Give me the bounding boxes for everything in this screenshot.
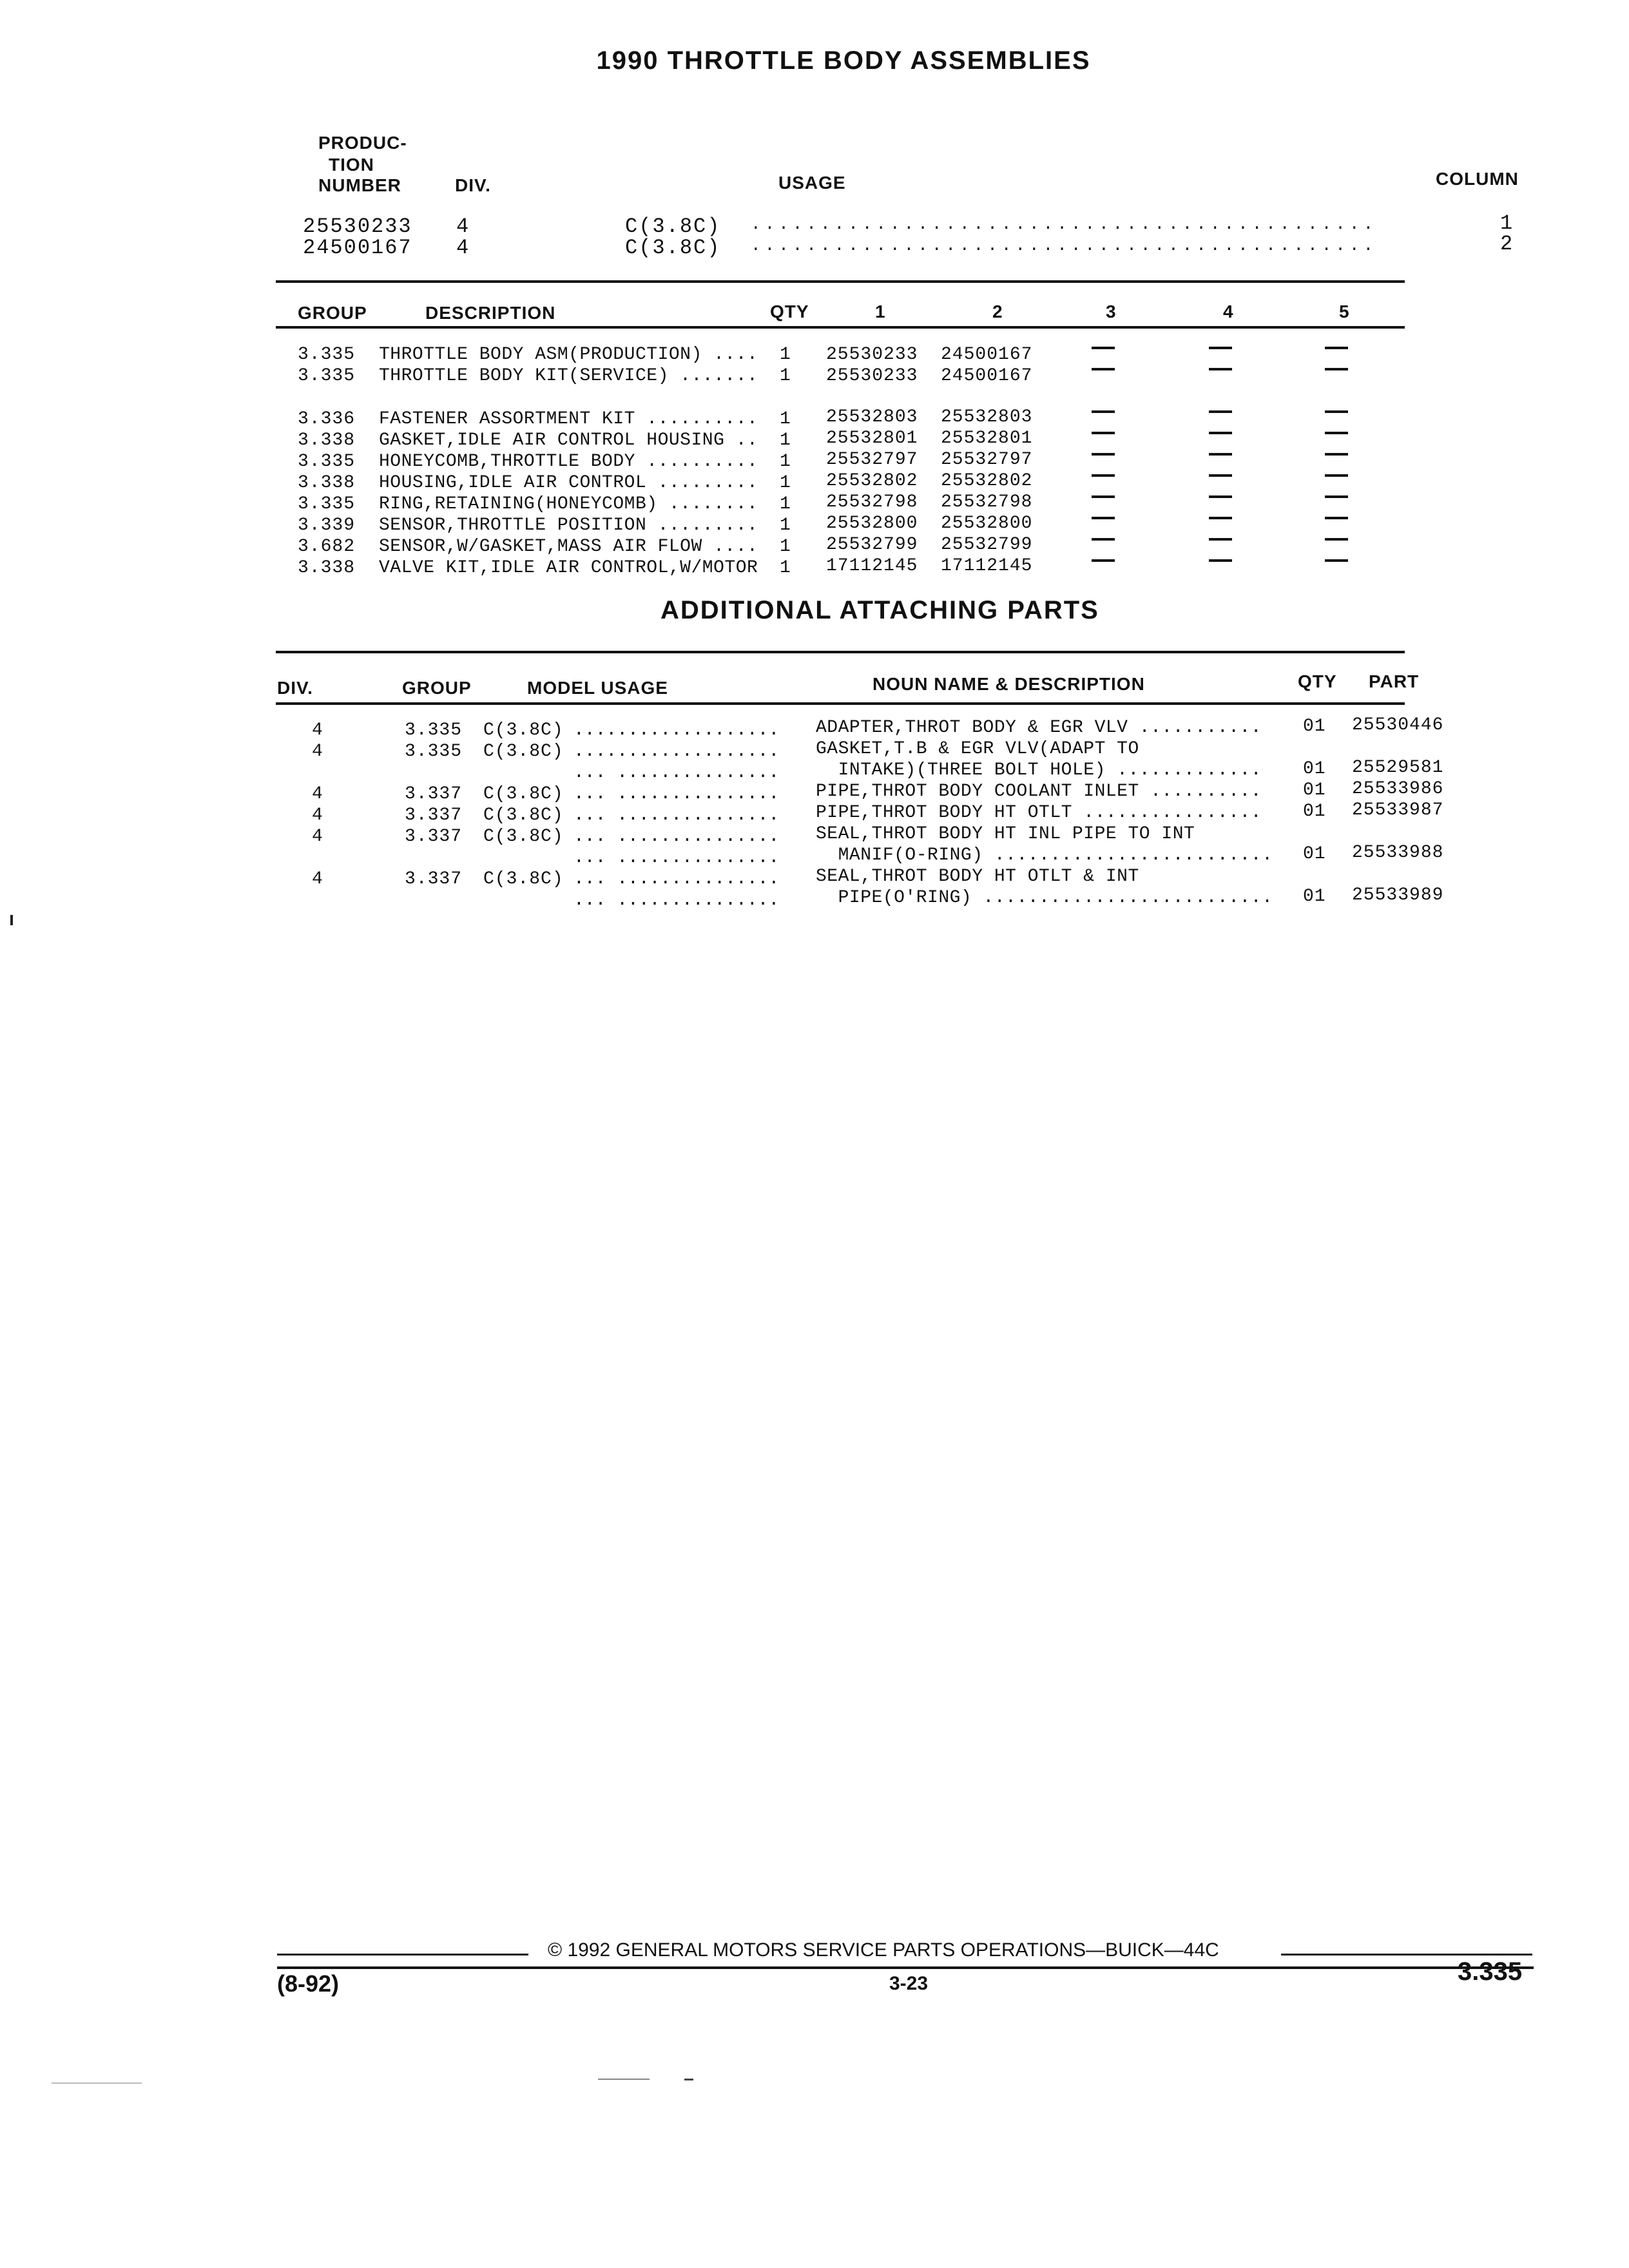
footer-left-rule xyxy=(277,1954,528,1956)
part-group: 3.339 xyxy=(298,515,356,535)
part-qty: 1 xyxy=(780,345,791,365)
empty-dash xyxy=(1209,495,1232,498)
add-noun-description: PIPE,THROT BODY HT OTLT ................ xyxy=(816,803,1262,823)
part-qty: 1 xyxy=(780,366,791,386)
part-col2: 25532803 xyxy=(941,407,1033,427)
part-description: THROTTLE BODY ASM(PRODUCTION) .... xyxy=(379,345,758,365)
empty-dash xyxy=(1325,517,1348,519)
add-part-number: 25533989 xyxy=(1352,885,1444,905)
add-div: 4 xyxy=(312,805,323,825)
footer-page-number: 3-23 xyxy=(889,1973,929,1994)
add-qty: 01 xyxy=(1303,844,1326,864)
part-group: 3.338 xyxy=(298,430,356,450)
part-group: 3.335 xyxy=(298,494,356,514)
empty-dash xyxy=(1209,410,1232,413)
empty-dash xyxy=(1092,495,1115,498)
part-description: RING,RETAINING(HONEYCOMB) ........ xyxy=(379,494,758,514)
empty-dash xyxy=(1325,453,1348,456)
part-description: SENSOR,W/GASKET,MASS AIR FLOW .... xyxy=(379,537,758,557)
add-model-usage: C(3.8C) xyxy=(483,869,564,889)
part-col2: 17112145 xyxy=(941,556,1033,576)
empty-dash xyxy=(1209,538,1232,541)
additional-header-part: PART xyxy=(1369,671,1420,691)
part-group: 3.335 xyxy=(298,452,356,472)
add-group: 3.335 xyxy=(405,742,463,762)
add-qty: 01 xyxy=(1303,716,1326,736)
empty-dash xyxy=(1209,559,1232,562)
part-col2: 24500167 xyxy=(941,366,1033,386)
add-noun-description: INTAKE)(THREE BOLT HOLE) ............. xyxy=(816,760,1262,780)
production-usage: C(3.8C) xyxy=(625,215,721,238)
part-col1: 25532799 xyxy=(826,535,918,555)
add-noun-description: PIPE(O'RING) .......................... xyxy=(816,888,1273,908)
add-qty: 01 xyxy=(1303,887,1326,907)
production-div: 4 xyxy=(456,236,470,260)
part-col2: 25532802 xyxy=(941,471,1033,491)
add-div: 4 xyxy=(312,742,323,762)
empty-dash xyxy=(1092,517,1115,519)
part-col1: 25532803 xyxy=(826,407,918,427)
add-div: 4 xyxy=(312,827,323,847)
empty-dash xyxy=(1209,474,1232,477)
empty-dash xyxy=(1209,347,1232,349)
production-leader-dots: ............................................. xyxy=(751,236,1378,255)
empty-dash xyxy=(1325,410,1348,413)
empty-dash xyxy=(1092,347,1115,349)
additional-header-noun: NOUN NAME & DESCRIPTION xyxy=(872,674,1145,694)
add-group: 3.335 xyxy=(405,720,463,740)
add-noun-description: ADAPTER,THROT BODY & EGR VLV ........... xyxy=(816,718,1262,738)
parts-header-description: DESCRIPTION xyxy=(425,303,556,323)
add-leader-dots: ... ............... xyxy=(574,890,780,910)
part-group: 3.335 xyxy=(298,345,356,365)
production-header-usage: USAGE xyxy=(778,173,846,193)
footer-copyright: © 1992 GENERAL MOTORS SERVICE PARTS OPERATIONS—BUICK—44C xyxy=(548,1939,1219,1961)
part-col2: 25532797 xyxy=(941,450,1033,470)
add-leader-dots: ... ............... xyxy=(574,869,780,889)
add-noun-description: PIPE,THROT BODY COOLANT INLET .......... xyxy=(816,782,1262,802)
add-group: 3.337 xyxy=(405,869,463,889)
add-model-usage: C(3.8C) xyxy=(483,784,564,804)
part-col2: 25532801 xyxy=(941,428,1033,448)
additional-header-div: DIV. xyxy=(277,678,313,698)
empty-dash xyxy=(1325,347,1348,349)
part-col1: 25532797 xyxy=(826,450,918,470)
part-description: FASTENER ASSORTMENT KIT .......... xyxy=(379,409,758,429)
parts-header-col2: 2 xyxy=(992,302,1003,322)
scan-speck xyxy=(684,2079,693,2081)
add-leader-dots: ... ............... xyxy=(574,848,780,868)
part-col1: 25530233 xyxy=(826,366,918,386)
part-qty: 1 xyxy=(780,515,791,535)
part-qty: 1 xyxy=(780,409,791,429)
production-header-line2: TION xyxy=(329,155,374,175)
production-header-line1: PRODUC- xyxy=(318,133,407,153)
footer-rule xyxy=(277,1966,1534,1969)
add-group: 3.337 xyxy=(405,805,463,825)
add-qty: 01 xyxy=(1303,759,1326,779)
parts-table-top-rule xyxy=(276,280,1405,283)
part-qty: 1 xyxy=(780,473,791,493)
add-leader-dots: ... ............... xyxy=(574,763,780,783)
empty-dash xyxy=(1325,368,1348,370)
part-description: THROTTLE BODY KIT(SERVICE) ....... xyxy=(379,366,758,386)
add-qty: 01 xyxy=(1303,780,1326,800)
production-usage: C(3.8C) xyxy=(625,236,721,260)
add-part-number: 25530446 xyxy=(1352,715,1444,735)
empty-dash xyxy=(1092,474,1115,477)
part-col1: 25532800 xyxy=(826,514,918,533)
footer-section-number: 3.335 xyxy=(1458,1957,1523,1986)
add-model-usage: C(3.8C) xyxy=(483,805,564,825)
part-col1: 17112145 xyxy=(826,556,918,576)
part-group: 3.682 xyxy=(298,537,356,557)
add-noun-description: MANIF(O-RING) ......................... xyxy=(816,845,1273,865)
add-leader-dots: ................... xyxy=(574,720,780,740)
additional-parts-title: ADDITIONAL ATTACHING PARTS xyxy=(660,596,1099,624)
production-number: 25530233 xyxy=(303,215,412,238)
parts-header-col3: 3 xyxy=(1106,302,1117,322)
part-group: 3.335 xyxy=(298,366,356,386)
part-qty: 1 xyxy=(780,452,791,472)
additional-header-group: GROUP xyxy=(402,678,472,698)
part-qty: 1 xyxy=(780,494,791,514)
add-part-number: 25533988 xyxy=(1352,843,1444,863)
production-div: 4 xyxy=(456,215,470,238)
parts-table-header-rule xyxy=(276,326,1405,329)
production-leader-dots: ............................................. xyxy=(751,215,1378,234)
parts-header-qty: QTY xyxy=(770,302,809,322)
empty-dash xyxy=(1209,432,1232,434)
part-col2: 24500167 xyxy=(941,345,1033,365)
footer-date: (8-92) xyxy=(277,1970,340,1997)
part-col2: 25532798 xyxy=(941,492,1033,512)
add-qty: 01 xyxy=(1303,802,1326,822)
production-number: 24500167 xyxy=(303,236,412,260)
scan-speck xyxy=(52,2082,142,2084)
part-col1: 25532798 xyxy=(826,492,918,512)
add-part-number: 25533987 xyxy=(1352,800,1444,820)
parts-header-col4: 4 xyxy=(1223,302,1234,322)
empty-dash xyxy=(1092,410,1115,413)
empty-dash xyxy=(1209,368,1232,370)
part-description: VALVE KIT,IDLE AIR CONTROL,W/MOTOR xyxy=(379,558,758,578)
add-group: 3.337 xyxy=(405,827,463,847)
page-title: 1990 THROTTLE BODY ASSEMBLIES xyxy=(596,46,1091,75)
add-leader-dots: ... ............... xyxy=(574,805,780,825)
add-leader-dots: ... ............... xyxy=(574,784,780,804)
add-div: 4 xyxy=(312,720,323,740)
additional-header-qty: QTY xyxy=(1298,671,1337,691)
production-header-column: COLUMN xyxy=(1436,169,1519,189)
part-col1: 25532801 xyxy=(826,428,918,448)
add-div: 4 xyxy=(312,869,323,889)
empty-dash xyxy=(1209,453,1232,456)
parts-header-group: GROUP xyxy=(298,303,367,323)
empty-dash xyxy=(1325,432,1348,434)
add-div: 4 xyxy=(312,784,323,804)
empty-dash xyxy=(1325,495,1348,498)
add-part-number: 25529581 xyxy=(1352,758,1444,778)
add-noun-description: SEAL,THROT BODY HT OTLT & INT xyxy=(816,867,1139,887)
add-part-number: 25533986 xyxy=(1352,779,1444,799)
add-group: 3.337 xyxy=(405,784,463,804)
production-header-div: DIV. xyxy=(455,175,491,195)
scan-speck xyxy=(598,2079,650,2080)
empty-dash xyxy=(1092,453,1115,456)
part-qty: 1 xyxy=(780,537,791,557)
add-model-usage: C(3.8C) xyxy=(483,720,564,740)
additional-header-model-usage: MODEL USAGE xyxy=(527,678,668,698)
parts-header-col5: 5 xyxy=(1339,302,1350,322)
part-col1: 25530233 xyxy=(826,345,918,365)
part-qty: 1 xyxy=(780,430,791,450)
part-group: 3.338 xyxy=(298,473,356,493)
add-model-usage: C(3.8C) xyxy=(483,827,564,847)
add-noun-description: SEAL,THROT BODY HT INL PIPE TO INT xyxy=(816,824,1195,844)
part-col1: 25532802 xyxy=(826,471,918,491)
part-col2: 25532799 xyxy=(941,535,1033,555)
part-description: SENSOR,THROTTLE POSITION ......... xyxy=(379,515,758,535)
empty-dash xyxy=(1325,538,1348,541)
additional-table-top-rule xyxy=(276,651,1405,653)
empty-dash xyxy=(1092,368,1115,370)
production-header-line3: NUMBER xyxy=(318,175,401,195)
footer-right-rule xyxy=(1281,1954,1532,1956)
scan-speck xyxy=(10,915,13,925)
part-description: HOUSING,IDLE AIR CONTROL ......... xyxy=(379,473,758,493)
add-leader-dots: ... ............... xyxy=(574,827,780,847)
empty-dash xyxy=(1092,432,1115,434)
empty-dash xyxy=(1092,559,1115,562)
part-qty: 1 xyxy=(780,558,791,578)
part-group: 3.338 xyxy=(298,558,356,578)
add-model-usage: C(3.8C) xyxy=(483,742,564,762)
add-noun-description: GASKET,T.B & EGR VLV(ADAPT TO xyxy=(816,739,1139,759)
add-leader-dots: ................... xyxy=(574,742,780,762)
parts-header-col1: 1 xyxy=(875,302,886,322)
empty-dash xyxy=(1325,474,1348,477)
empty-dash xyxy=(1325,559,1348,562)
production-column: 2 xyxy=(1500,232,1514,256)
production-column: 1 xyxy=(1500,211,1514,235)
additional-table-header-rule xyxy=(276,702,1405,705)
empty-dash xyxy=(1209,517,1232,519)
part-description: HONEYCOMB,THROTTLE BODY .......... xyxy=(379,452,758,472)
part-group: 3.336 xyxy=(298,409,356,429)
part-col2: 25532800 xyxy=(941,514,1033,533)
empty-dash xyxy=(1092,538,1115,541)
part-description: GASKET,IDLE AIR CONTROL HOUSING .. xyxy=(379,430,758,450)
